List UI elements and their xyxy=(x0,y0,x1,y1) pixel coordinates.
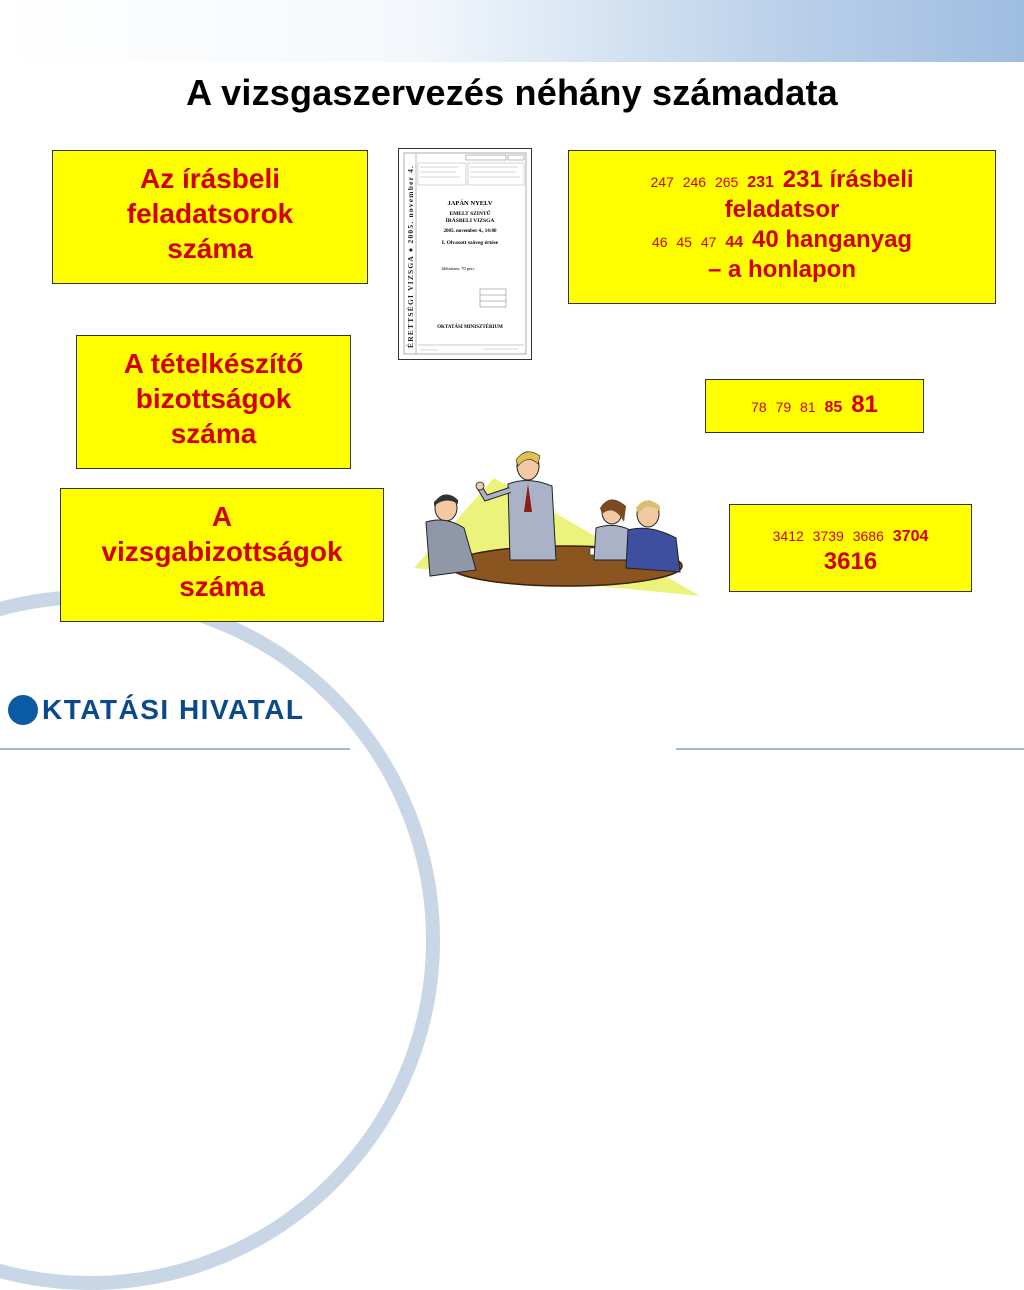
historic-value: 47 xyxy=(700,234,717,250)
value-box-committees xyxy=(705,379,924,433)
current-value: 3616 xyxy=(823,548,878,575)
value-row: feladatsor xyxy=(724,196,840,223)
person-seated-woman xyxy=(594,499,630,560)
label-line: Az írásbeli xyxy=(139,163,281,194)
document-spine-text: ÉRETTSÉGI VIZSGA ● 2005. november 4. xyxy=(406,164,415,348)
value-box-exam-boards xyxy=(729,504,972,592)
value-row: – a honlapon xyxy=(707,256,856,283)
current-value: 40 hanganyag xyxy=(752,226,913,253)
header-gradient-bar xyxy=(0,0,1024,62)
historic-value: 3412 xyxy=(772,528,804,544)
document-time: Időtartam: 70 perc xyxy=(441,266,475,271)
label-line: száma xyxy=(179,571,265,602)
footer-line-left xyxy=(0,748,350,750)
label-line: száma xyxy=(170,418,257,449)
value-row xyxy=(569,225,995,255)
footer-line-right xyxy=(676,748,1024,750)
document-heading: EMELT SZINTŰ xyxy=(449,211,491,217)
label-line: száma xyxy=(167,233,253,264)
value-row xyxy=(730,527,971,547)
document-heading: ÍRÁSBELI VIZSGA xyxy=(445,218,495,224)
historic-value: 247 xyxy=(650,174,674,190)
previous-value: 231 xyxy=(747,174,774,191)
document-section: I. Olvasott szöveg értése xyxy=(441,240,499,246)
agency-logo xyxy=(8,690,305,730)
page-title: A vizsgaszervezés néhány számadata xyxy=(186,72,838,113)
label-box-exam-boards xyxy=(60,488,384,622)
label-line: A tételkészítő xyxy=(123,348,304,379)
label-line: vizsgabizottságok xyxy=(101,536,343,567)
current-value: 81 xyxy=(851,391,878,418)
historic-value: 246 xyxy=(682,174,707,190)
meeting-clipart xyxy=(414,442,704,596)
label-line: feladatsorok xyxy=(126,198,294,229)
previous-value: 85 xyxy=(824,399,843,416)
person-seated-right xyxy=(626,500,680,572)
historic-value: 3686 xyxy=(852,528,884,544)
label-box-committees xyxy=(76,335,351,469)
logo-circle-icon xyxy=(8,695,38,725)
label-line: A xyxy=(211,501,233,532)
value-box-written-tasks xyxy=(568,150,996,304)
historic-value: 46 xyxy=(651,234,668,250)
value-row xyxy=(569,165,995,195)
historic-value: 3739 xyxy=(812,528,844,544)
previous-value: 3704 xyxy=(892,528,929,545)
exam-document-image xyxy=(398,148,532,360)
document-ministry: OKTATÁSI MINISZTÉRIUM xyxy=(437,325,503,330)
historic-value: 79 xyxy=(775,399,792,415)
historic-value: 45 xyxy=(676,234,692,250)
document-heading: JAPÁN NYELV xyxy=(447,200,493,207)
label-box-written-tasks xyxy=(52,150,368,284)
current-value: 231 írásbeli xyxy=(782,166,914,193)
previous-value: 44 xyxy=(725,234,744,251)
logo-text: KTATÁSI HIVATAL xyxy=(42,694,305,725)
historic-value: 265 xyxy=(714,174,739,190)
document-date: 2005. november 4., 14:00 xyxy=(443,229,497,234)
historic-value: 78 xyxy=(751,399,767,415)
historic-value: 81 xyxy=(800,399,816,415)
label-line: bizottságok xyxy=(135,383,292,414)
